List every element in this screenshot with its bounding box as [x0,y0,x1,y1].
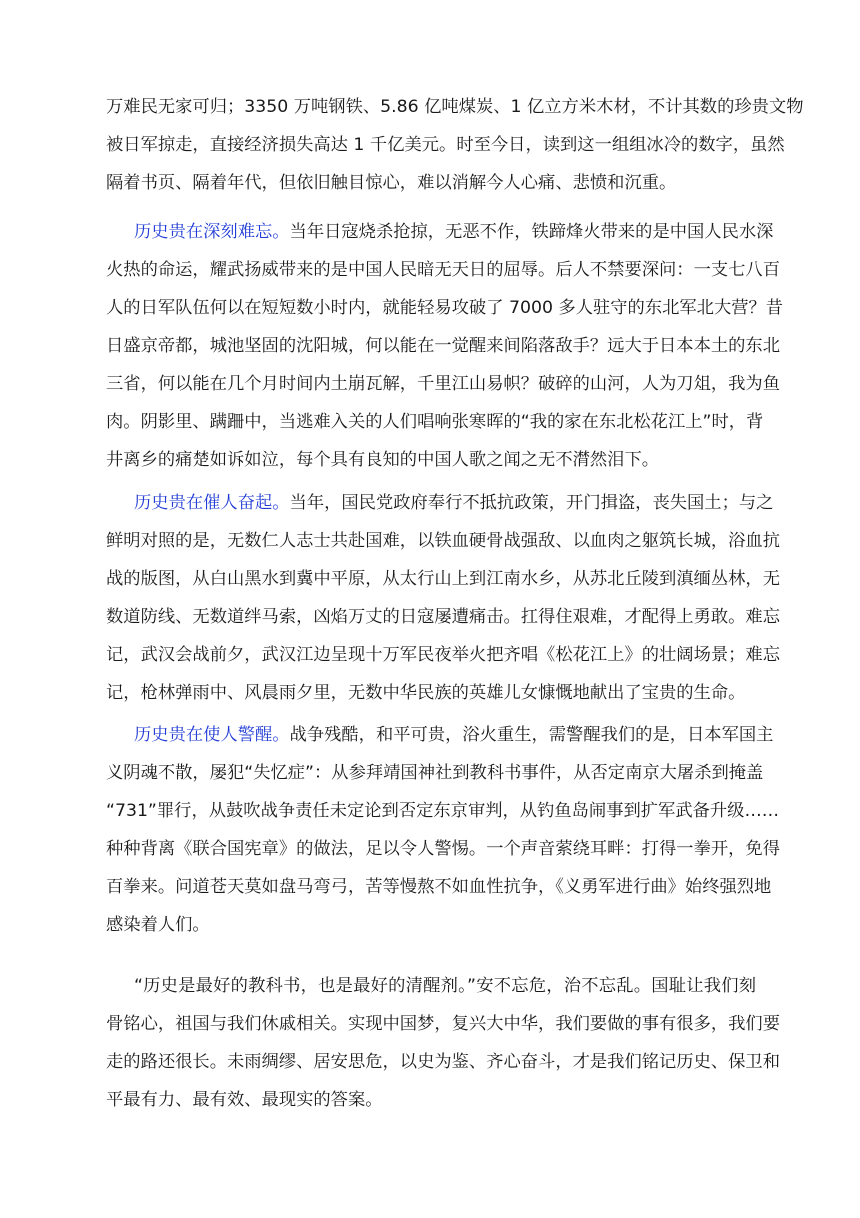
text-line: 种种背离《联合国宪章》的做法，足以令人警惕。一个声音萦绕耳畔：打得一拳开，免得 [106,839,780,859]
text-line: “历史是最好的教科书，也是最好的清醒剂。”安不忘危，治不忘乱。国耻让我们刻 [134,976,756,996]
paragraph-conclusion [106,967,780,1119]
text-line: 骨铭心，祖国与我们休戚相关。实现中国梦，复兴大中华，我们要做的事有很多，我们要 [106,1014,780,1034]
text-line: 百拳来。问道苍天莫如盘马弯弓，苦等慢熬不如血性抗争，《义勇军进行曲》始终强烈地 [106,877,772,897]
text-line: 人的日军队伍何以在短短数小时内，就能轻易攻破了 7000 多人驻守的东北军北大营？昔 [106,298,784,318]
text-line: 隔着书页、隔着年代，但依旧触目惊心，难以消解今人心痛、悲愤和沉重。 [106,173,677,193]
paragraph-economic-loss [106,88,804,202]
text-line: 被日军掠走，直接经济损失高达 1 千亿美元。时至今日，读到这一组组冰冷的数字，虽然 [106,135,785,155]
paragraph-inspiring [106,484,780,712]
text-line [106,716,774,754]
paragraph-warning [106,716,780,944]
section-heading: 历史贵在深刻难忘。 [134,222,290,242]
text-line: 平最有力、最有效、最现实的答案。 [106,1090,383,1110]
text-line-body: 当年日寇烧杀抢掠，无恶不作，铁蹄烽火带来的是中国人民水深 [289,222,774,242]
text-line: 井离乡的痛楚如诉如泣，每个具有良知的中国人歌之闻之无不潸然泪下。 [106,450,660,470]
text-line: 数道防线、无数道绊马索，凶焰万丈的日寇屡遭痛击。扛得住艰难，才配得上勇敢。难忘 [106,607,780,627]
text-line: 肉。阴影里、蹒跚中，当逃难入关的人们唱响张寒晖的“我的家在东北松花江上”时，背 [106,412,764,432]
section-heading: 历史贵在催人奋起。 [134,493,290,513]
paragraph-unforgettable [106,213,784,479]
text-line: “731”罪行，从鼓吹战争责任未定论到否定东京审判，从钓鱼岛闹事到扩军武备升级…… [106,801,780,821]
text-line: 走的路还很长。未雨绸缪、居安思危，以史为鉴、齐心奋斗，才是我们铭记历史、保卫和 [106,1052,780,1072]
text-line: 感染着人们。 [106,915,210,935]
section-heading: 历史贵在使人警醒。 [134,725,290,745]
text-line: 日盛京帝都，城池坚固的沈阳城，何以能在一觉醒来间陷落敌手？远大于日本本土的东北 [106,336,780,356]
text-line: 鲜明对照的是，无数仁人志士共赴国难，以铁血硬骨战强敌、以血肉之躯筑长城，浴血抗 [106,531,780,551]
text-line: 记，武汉会战前夕，武汉江边呈现十万军民夜举火把齐唱《松花江上》的壮阔场景；难忘 [106,645,780,665]
text-line-body: 当年，国民党政府奉行不抵抗政策，开门揖盗，丧失国土；与之 [289,493,774,513]
text-line [106,484,774,522]
text-line: 万难民无家可归；3350 万吨钢铁、5.86 亿吨煤炭、1 亿立方米木材，不计其数的珍贵文物 [106,97,804,117]
text-line: 义阴魂不散，屡犯“失忆症”：从参拜靖国神社到教科书事件，从否定南京大屠杀到掩盖 [106,763,764,783]
text-line-body: 战争残酷，和平可贵，浴火重生，需警醒我们的是，日本军国主 [289,725,774,745]
text-line: 战的版图，从白山黑水到冀中平原，从太行山上到江南水乡，从苏北丘陵到滇缅丛林，无 [106,569,780,589]
text-line: 三省，何以能在几个月时间内土崩瓦解，千里江山易帜？破碎的山河，人为刀俎，我为鱼 [106,374,780,394]
text-line: 记，枪林弹雨中、风晨雨夕里，无数中华民族的英雄儿女慷慨地献出了宝贵的生命。 [106,683,746,703]
text-line [106,213,774,251]
text-line: 火热的命运，耀武扬威带来的是中国人民暗无天日的屈辱。后人不禁要深问：一支七八百 [106,260,780,280]
